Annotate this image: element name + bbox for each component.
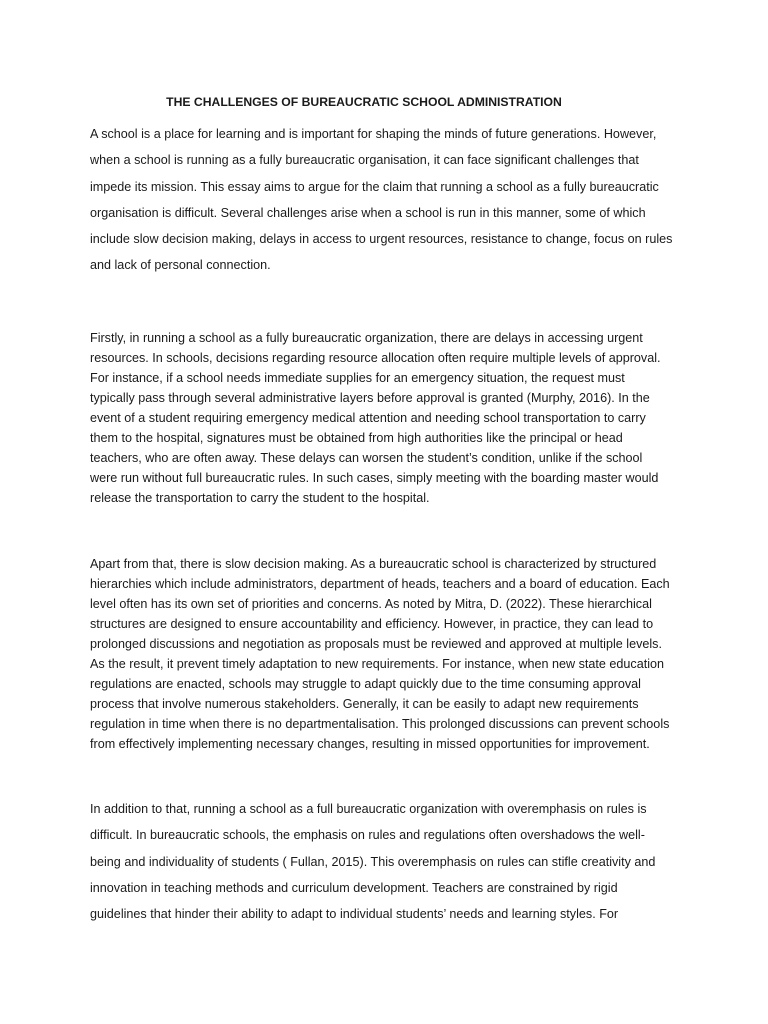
text-line: As the result, it prevent timely adaptation to new requirements. For instance, when new state education (90, 657, 665, 671)
text-line: process that involve numerous stakeholders. Generally, it can be easily to adapt new requirements (90, 697, 639, 711)
text-line: In addition to that, running a school as a full bureaucratic organization with overemphasis on rules is (90, 802, 647, 816)
text-line: structures are designed to ensure accountability and efficiency. However, in practice, they can lead to (90, 617, 654, 631)
text-line: innovation in teaching methods and curriculum development. Teachers are constrained by rigid (90, 880, 618, 895)
text-line: when a school is running as a fully bureaucratic organisation, it can face significant challenges that (90, 153, 639, 168)
text-line: event of a student requiring emergency medical attention and needing school transportation to carry (90, 411, 646, 425)
text-line: typically pass through several administrative layers before approval is granted (Murphy, 2016). In the (90, 391, 650, 405)
text-line: regulations are enacted, schools may struggle to adapt quickly due to the time consuming approval (90, 677, 641, 691)
text-line: regulation in time when there is no departmentalisation. This prolonged discussions can prevent schools (90, 717, 670, 731)
paragraph-overemphasis-on-rules (90, 796, 682, 927)
text-line: prolonged discussions and negotiation as proposals must be reviewed and approved at multiple levels. (90, 637, 662, 651)
text-line: hierarchies which include administrators, department of heads, teachers and a board of education. Each (90, 577, 670, 591)
text-line: were run without full bureaucratic rules. In such cases, simply meeting with the boarding master would (90, 471, 659, 485)
text-line: Apart from that, there is slow decision making. As a bureaucratic school is characterized by structured (90, 557, 657, 571)
text-line: being and individuality of students ( Fullan, 2015). This overemphasis on rules can stifle creativity and (90, 854, 656, 869)
text-line: and lack of personal connection. (90, 258, 271, 273)
text-line: guidelines that hinder their ability to adapt to individual students’ needs and learning styles. For (90, 907, 619, 922)
paragraph-introduction (90, 121, 682, 279)
text-line: resources. In schools, decisions regarding resource allocation often require multiple levels of approval. (90, 351, 661, 365)
text-line: include slow decision making, delays in access to urgent resources, resistance to change, focus on rules (90, 232, 673, 247)
text-line: organisation is difficult. Several challenges arise when a school is run in this manner, some of which (90, 205, 646, 220)
text-line: impede its mission. This essay aims to argue for the claim that running a school as a fully bureaucratic (90, 179, 659, 194)
text-line: them to the hospital, signatures must be obtained from high authorities like the principal or head (90, 431, 623, 445)
text-line: For instance, if a school needs immediate supplies for an emergency situation, the request must (90, 371, 625, 385)
text-line: A school is a place for learning and is important for shaping the minds of future generations. However, (90, 127, 657, 141)
text-line: level often has its own set of priorities and concerns. As noted by Mitra, D. (2022). These hierarchical (90, 597, 652, 611)
text-line: release the transportation to carry the student to the hospital. (90, 491, 430, 505)
text-line: Firstly, in running a school as a fully bureaucratic organization, there are delays in accessing urgent (90, 331, 643, 345)
paragraph-urgent-resources (90, 328, 682, 508)
document-title: THE CHALLENGES OF BUREAUCRATIC SCHOOL ADMINISTRATION (166, 95, 562, 109)
paragraph-slow-decision-making (90, 554, 682, 754)
text-line: difficult. In bureaucratic schools, the emphasis on rules and regulations often overshadows the well- (90, 828, 645, 843)
text-line: from effectively implementing necessary changes, resulting in missed opportunities for improvement. (90, 737, 650, 751)
text-line: teachers, who are often away. These delays can worsen the student’s condition, unlike if the school (90, 451, 643, 465)
